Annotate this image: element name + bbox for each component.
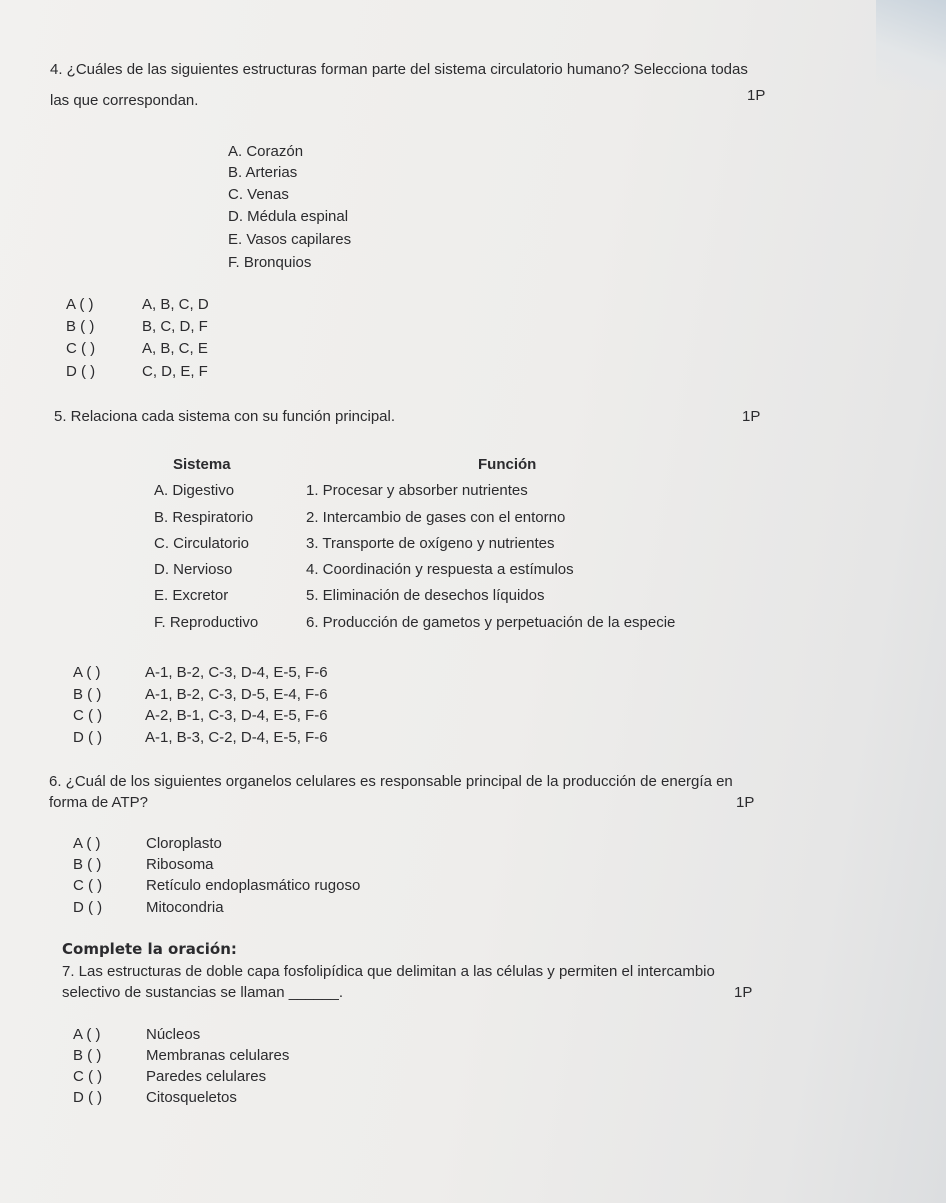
answer-text: B, C, D, F [142, 318, 208, 335]
q5-funcion-4: 4. Coordinación y respuesta a estímulos [306, 561, 574, 578]
q6-answer-d[interactable] [73, 899, 224, 916]
q6-answer-a[interactable] [73, 835, 222, 852]
answer-text: A-1, B-3, C-2, D-4, E-5, F-6 [145, 729, 328, 746]
answer-text: A-2, B-1, C-3, D-4, E-5, F-6 [145, 707, 328, 724]
q7-answer-b[interactable] [73, 1047, 289, 1064]
q4-points: 1P [747, 87, 766, 104]
answer-label: D ( ) [73, 1089, 103, 1106]
q4-answer-b[interactable] [66, 318, 208, 335]
q4-item-b: B. Arterias [228, 164, 298, 181]
answer-text: Cloroplasto [146, 835, 222, 852]
q5-funcion-1: 1. Procesar y absorber nutrientes [306, 482, 528, 499]
answer-text: Núcleos [146, 1026, 201, 1043]
q4-prompt-line2: las que correspondan. [50, 92, 199, 109]
q4-item-f: F. Bronquios [228, 254, 312, 271]
q5-prompt: 5. Relaciona cada sistema con su función principal. [54, 408, 396, 425]
q5-answer-a[interactable] [73, 664, 328, 681]
q5-funcion-5: 5. Eliminación de desechos líquidos [306, 587, 545, 604]
q5-sistema-a: A. Digestivo [154, 482, 235, 499]
q4-item-d: D. Médula espinal [228, 208, 349, 225]
q4-answer-d[interactable] [66, 363, 208, 380]
answer-text: Membranas celulares [146, 1047, 290, 1064]
q5-funcion-3: 3. Transporte de oxígeno y nutrientes [306, 535, 555, 552]
answer-label: B ( ) [73, 856, 102, 873]
q4-item-c: C. Venas [228, 186, 289, 203]
q5-sistema-c: C. Circulatorio [154, 535, 250, 552]
q6-prompt-line1: 6. ¿Cuál de los siguientes organelos celulares es responsable principal de la producción de energía en [49, 773, 733, 790]
q7-answer-c[interactable] [73, 1068, 266, 1085]
answer-label: B ( ) [73, 1047, 102, 1064]
answer-text: A-1, B-2, C-3, D-4, E-5, F-6 [145, 664, 328, 681]
q5-funcion-2: 2. Intercambio de gases con el entorno [306, 509, 566, 526]
q7-points: 1P [734, 984, 753, 1001]
answer-text: Mitocondria [146, 899, 224, 916]
answer-label: A ( ) [73, 1026, 101, 1043]
q4-answer-c[interactable] [66, 340, 208, 357]
answer-label: A ( ) [73, 835, 101, 852]
answer-label: C ( ) [73, 707, 103, 724]
q5-header-funcion: Función [478, 456, 537, 473]
answer-label: A ( ) [66, 296, 94, 313]
answer-label: C ( ) [73, 1068, 103, 1085]
q6-prompt-line2: forma de ATP? [49, 794, 148, 811]
q7-prompt-line2: selectivo de sustancias se llaman ______. [62, 984, 344, 1001]
q7-prompt-line1: 7. Las estructuras de doble capa fosfolipídica que delimitan a las células y permiten el intercambio [62, 963, 715, 980]
answer-text: Citosqueletos [146, 1089, 237, 1106]
answer-text: Paredes celulares [146, 1068, 267, 1085]
q5-answer-d[interactable] [73, 729, 328, 746]
q4-answer-a[interactable] [66, 296, 209, 313]
answer-text: A, B, C, D [142, 296, 209, 313]
answer-label: B ( ) [73, 686, 102, 703]
q5-answer-c[interactable] [73, 707, 328, 724]
answer-text: A, B, C, E [142, 340, 208, 357]
answer-text: Ribosoma [146, 856, 214, 873]
page-corner-shadow [876, 0, 946, 90]
answer-text: A-1, B-2, C-3, D-5, E-4, F-6 [145, 686, 328, 703]
q7-answer-a[interactable] [73, 1026, 200, 1043]
q5-header-sistema: Sistema [173, 456, 231, 473]
q6-answer-b[interactable] [73, 856, 214, 873]
answer-label: C ( ) [73, 877, 103, 894]
answer-text: Retículo endoplasmático rugoso [146, 877, 361, 894]
q5-points: 1P [742, 408, 761, 425]
q5-funcion-6: 6. Producción de gametos y perpetuación de la especie [306, 614, 676, 631]
q4-item-a: A. Corazón [228, 143, 304, 160]
answer-label: D ( ) [73, 899, 103, 916]
answer-label: A ( ) [73, 664, 101, 681]
q5-sistema-d: D. Nervioso [154, 561, 233, 578]
q5-sistema-e: E. Excretor [154, 587, 229, 604]
q5-sistema-f: F. Reproductivo [154, 614, 259, 631]
q4-item-e: E. Vasos capilares [228, 231, 352, 248]
answer-label: B ( ) [66, 318, 95, 335]
q5-answer-b[interactable] [73, 686, 328, 703]
q6-points: 1P [736, 794, 755, 811]
q4-prompt-line1: 4. ¿Cuáles de las siguientes estructuras forman parte del sistema circulatorio humano? Selecciona todas [50, 61, 748, 78]
q7-answer-d[interactable] [73, 1089, 237, 1106]
section-heading: Complete la oración: [62, 940, 237, 958]
q5-sistema-b: B. Respiratorio [154, 509, 254, 526]
answer-text: C, D, E, F [142, 363, 208, 380]
q6-answer-c[interactable] [73, 877, 360, 894]
answer-label: D ( ) [66, 363, 96, 380]
answer-label: D ( ) [73, 729, 103, 746]
answer-label: C ( ) [66, 340, 96, 357]
